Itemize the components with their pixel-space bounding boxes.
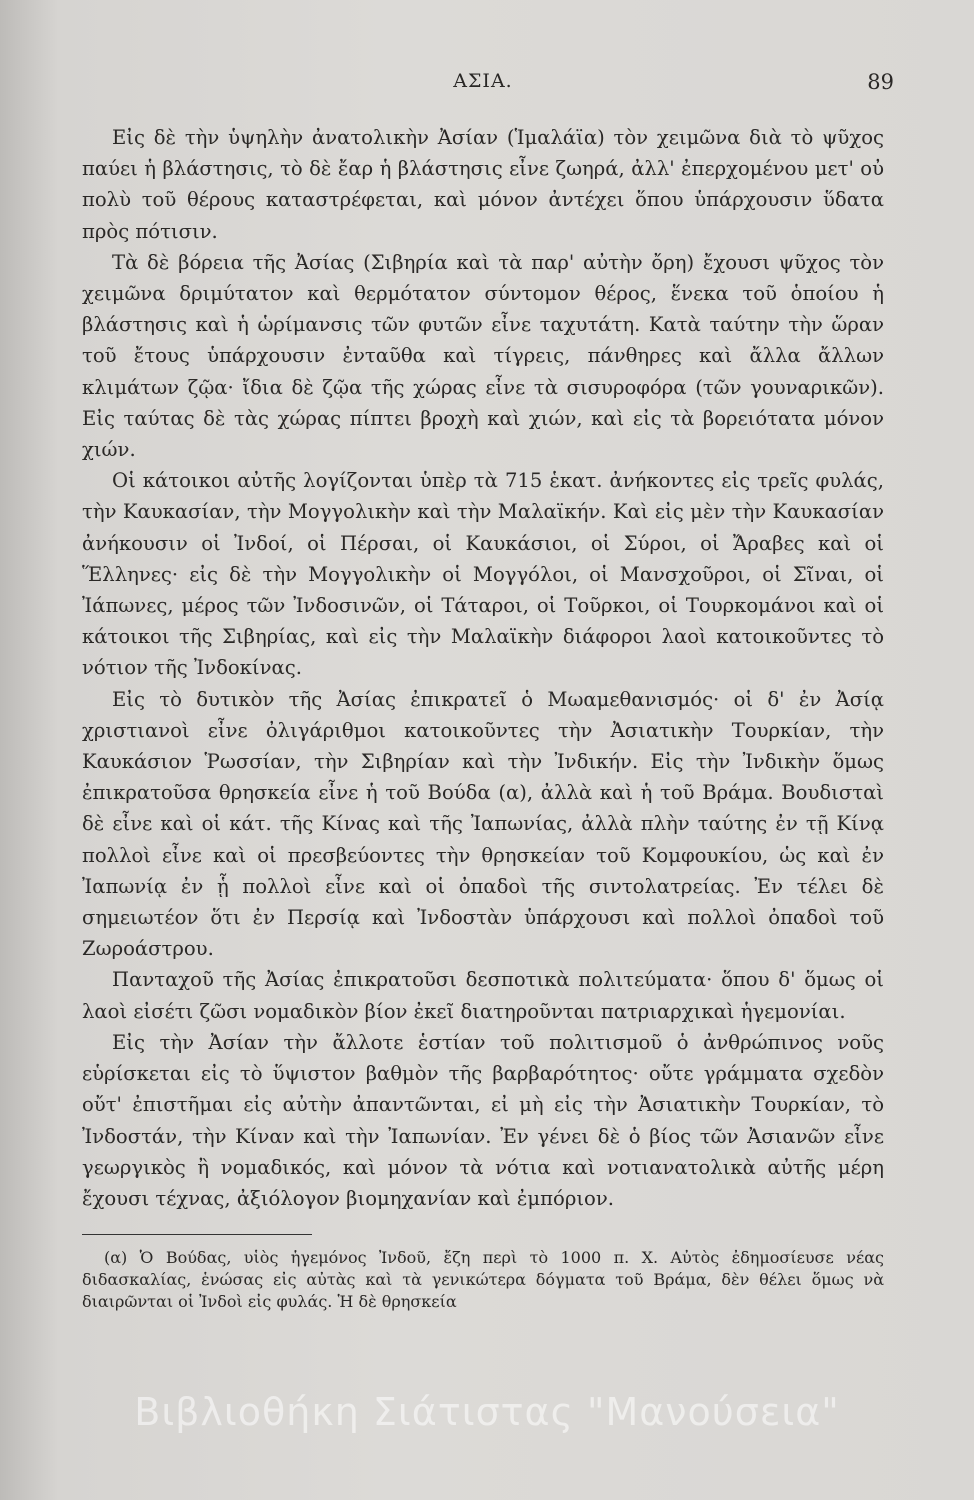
body-text [82, 122, 884, 1214]
running-title: ΑΣΙΑ. [453, 70, 513, 92]
library-watermark: Βιβλιοθήκη Σιάτιστας "Μανούσεια" [134, 1390, 840, 1434]
paragraph: Εἰς δὲ τὴν ὑψηλὴν ἀνατολικὴν Ἀσίαν (Ἱμαλάϊα) τὸν χειμῶνα διὰ τὸ ψῦχος παύει ἡ βλάστησις, τὸ δὲ ἔαρ ἡ βλάστησις εἶνε ζωηρά, ἀλλ' ἐπερχομένου μετ' οὐ πολὺ τοῦ θέρους καταστρέφεται, καὶ μόνον ἀντέχει ὅπου ὑπάρχουσιν ὕδατα πρὸς πότισιν. [82, 126, 884, 243]
running-head [82, 70, 894, 110]
footnote-rule [82, 1234, 312, 1235]
paragraph: Εἰς τὴν Ἀσίαν τὴν ἄλλοτε ἑστίαν τοῦ πολιτισμοῦ ὁ ἀνθρώπινος νοῦς εὑρίσκεται εἰς τὸ ὕψιστον βαθμὸν τῆς βαρβαρότητος· οὔτε γράμματα σχεδὸν οὔτ' ἐπιστῆμαι εἰς αὐτὴν ἀπαντῶνται, εἰ μὴ εἰς τὴν Ἀσιατικὴν Τουρκίαν, τὸ Ἰνδοστάν, τὴν Κίναν καὶ τὴν Ἰαπωνίαν. Ἐν γένει δὲ ὁ βίος τῶν Ἀσιανῶν εἶνε γεωργικὸς ἢ νομαδικός, καὶ μόνον τὰ νότια καὶ νοτιανατολικὰ αὐτῆς μέρη ἔχουσι τέχνας, ἀξιόλογον βιομηχανίαν καὶ ἐμπόριον. [82, 1030, 884, 1210]
paragraph: Τὰ δὲ βόρεια τῆς Ἀσίας (Σιβηρία καὶ τὰ παρ' αὐτὴν ὄρη) ἔχουσι ψῦχος τὸν χειμῶνα δριμύτατον καὶ θερμότατον σύντομον θέρος, ἕνεκα τοῦ ὁποίου ἡ βλάστησις καὶ ἡ ὡρίμανσις τῶν φυτῶν εἶνε ταχυτάτη. Κατὰ ταύτην τὴν ὥραν τοῦ ἔτους ὑπάρχουσιν ἐνταῦθα καὶ τίγρεις, πάνθηρες καὶ ἄλλα ἄλλων κλιμάτων ζῷα· ἴδια δὲ ζῷα τῆς χώρας εἶνε τὰ σισυροφόρα (τῶν γουναρικῶν). Εἰς ταύτας δὲ τὰς χώρας πίπτει βροχὴ καὶ χιών, καὶ εἰς τὰ βορειότατα μόνον χιών. [82, 250, 884, 462]
footnote: (α) Ὁ Βούδας, υἱὸς ἡγεμόνος Ἰνδοῦ, ἔζη περὶ τὸ 1000 π. Χ. Αὐτὸς ἐδημοσίευσε νέας διδασκαλίας, ἑνώσας εἰς αὐτὰς καὶ τὰ γενικώτερα δόγματα τοῦ Βράμα, δὲν θέλει ὅμως νὰ διαιρῶνται οἱ Ἰνδοὶ εἰς φυλάς. Ἡ δὲ θρησκεία [82, 1248, 884, 1312]
paragraph: Οἱ κάτοικοι αὐτῆς λογίζονται ὑπὲρ τὰ 715 ἑκατ. ἀνήκοντες εἰς τρεῖς φυλάς, τὴν Καυκασίαν, τὴν Μογγολικὴν καὶ τὴν Μαλαϊκήν. Καὶ εἰς μὲν τὴν Καυκασίαν ἀνήκουσιν οἱ Ἰνδοί, οἱ Πέρσαι, οἱ Καυκάσιοι, οἱ Σύροι, οἱ Ἄραβες καὶ οἱ Ἕλληνες· εἰς δὲ τὴν Μογγολικὴν οἱ Μογγόλοι, οἱ Μανσχοῦροι, οἱ Σῖναι, οἱ Ἰάπωνες, μέρος τῶν Ἰνδοσινῶν, οἱ Τάταροι, οἱ Τοῦρκοι, οἱ Τουρκομάνοι καὶ οἱ κάτοικοι τῆς Σιβηρίας, καὶ εἰς τὴν Μαλαϊκὴν διάφοροι λαοὶ κατοικοῦντες τὸ νότιον τῆς Ἰνδοκίνας. [82, 469, 884, 680]
paragraph: Εἰς τὸ δυτικὸν τῆς Ἀσίας ἐπικρατεῖ ὁ Μωαμεθανισμός· οἱ δ' ἐν Ἀσίᾳ χριστιανοὶ εἶνε ὀλιγάριθμοι κατοικοῦντες τὴν Ἀσιατικὴν Τουρκίαν, τὴν Καυκάσιον Ῥωσσίαν, τὴν Σιβηρίαν καὶ τὴν Ἰνδικήν. Εἰς τὴν Ἰνδικὴν ὅμως ἐπικρατοῦσα θρησκεία εἶνε ἡ τοῦ Βούδα (α), ἀλλὰ καὶ ἡ τοῦ Βράμα. Βουδισταὶ δὲ εἶνε καὶ οἱ κάτ. τῆς Κίνας καὶ τῆς Ἰαπωνίας, ἀλλὰ πλὴν ταύτης ἐν τῇ Κίνᾳ πολλοὶ εἶνε καὶ οἱ πρεσβεύοντες τὴν θρησκείαν τοῦ Κομφουκίου, ὡς καὶ ἐν Ἰαπωνίᾳ ἐν ᾗ πολλοὶ εἶνε καὶ οἱ ὀπαδοὶ τῆς σιντολατρείας. Ἐν τέλει δὲ σημειωτέον ὅτι ἐν Περσίᾳ καὶ Ἰνδοστὰν ὑπάρχουσι καὶ πολλοὶ ὀπαδοὶ τοῦ Ζωροάστρου. [82, 687, 884, 961]
page-number: 89 [867, 70, 894, 94]
paragraph: Πανταχοῦ τῆς Ἀσίας ἐπικρατοῦσι δεσποτικὰ πολιτεύματα· ὅπου δ' ὅμως οἱ λαοὶ εἰσέτι ζῶσι νομαδικὸν βίον ἐκεῖ διατηροῦνται πατριαρχικαὶ ἡγεμονίαι. [82, 968, 884, 1023]
